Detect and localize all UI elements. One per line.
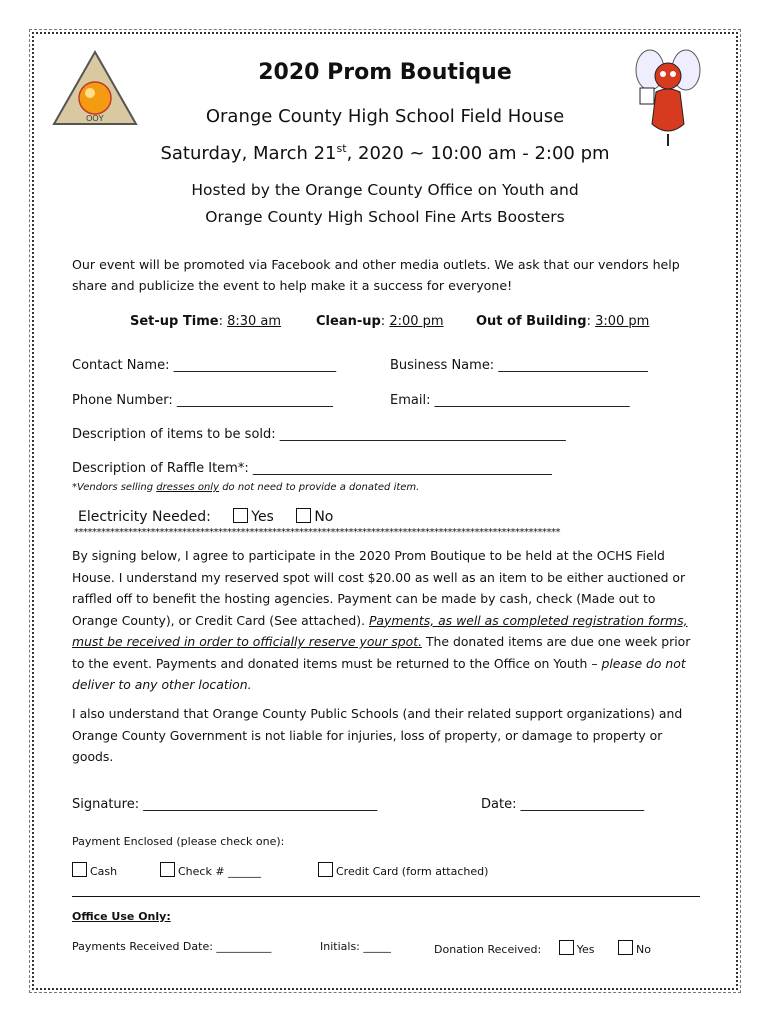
donation-no-checkbox[interactable]	[618, 940, 633, 955]
check-label: Check # ______	[178, 865, 262, 878]
electricity-no-checkbox[interactable]	[296, 508, 311, 523]
host-line-2: Orange County High School Fine Arts Boosters	[205, 208, 565, 226]
items-description-field[interactable]: Description of items to be sold: ____________________________________________	[72, 427, 566, 442]
signature-field[interactable]: Signature: ____________________________________	[72, 797, 378, 812]
star-divider: ************************************************************************************************************	[74, 527, 560, 538]
out-of-building-time: Out of Building: 3:00 pm	[476, 314, 650, 329]
setup-value: 8:30 am	[227, 314, 282, 329]
out-label: Out of Building	[476, 314, 587, 329]
date-prefix: Saturday, March 21	[160, 143, 337, 164]
date-field[interactable]: Date: ___________________	[481, 797, 645, 812]
agreement-text-d: please do not deliver to any other location.	[72, 655, 686, 692]
agreement-paragraph	[72, 545, 702, 696]
host-lines	[0, 177, 770, 231]
page-title: 2020 Prom Boutique	[258, 60, 512, 85]
donation-yes-checkbox[interactable]	[559, 940, 574, 955]
date-suffix: , 2020 ~ 10:00 am - 2:00 pm	[346, 143, 610, 164]
cash-label: Cash	[90, 865, 118, 878]
logo-text: OOY	[86, 114, 104, 123]
cleanup-label: Clean-up	[316, 314, 381, 329]
electricity-yes-checkbox[interactable]	[233, 508, 248, 523]
agreement-text-a: By signing below, I agree to participate in the 2020 Prom Boutique to be held at the OCHS Field House. I understand my reserved spot will cost $20.00 as well as an item to be either auctioned or raffled off to benefit the hosting agencies. Payment can be made by cash, check (Made out to Orange County), or Credit Card (See attached).	[72, 548, 686, 628]
donation-yes-label: Yes	[576, 943, 595, 956]
contact-name-field[interactable]: Contact Name: _________________________	[72, 358, 337, 373]
setup-time: Set-up Time: 8:30 am	[130, 314, 282, 329]
donation-received	[434, 940, 651, 956]
out-value: 3:00 pm	[595, 314, 650, 329]
initials-field[interactable]: Initials: _____	[320, 940, 391, 953]
agreement-text-c: The donated items are due one week prior to the event. Payments and donated items must be returned to the Office on Youth –	[72, 634, 691, 671]
cash-checkbox[interactable]	[72, 862, 87, 877]
raffle-note-c: do not need to provide a donated item.	[219, 482, 420, 493]
venue-line: Orange County High School Field House	[205, 106, 565, 127]
setup-label: Set-up Time	[130, 314, 219, 329]
host-line-1: Hosted by the Orange County Office on Youth and	[191, 181, 579, 199]
payment-check	[160, 862, 261, 878]
phone-field[interactable]: Phone Number: ________________________	[72, 393, 333, 408]
electricity-needed	[78, 508, 333, 525]
raffle-note	[72, 482, 419, 493]
date-line	[0, 142, 770, 164]
office-use-heading: Office Use Only:	[72, 910, 171, 923]
donation-label: Donation Received:	[434, 943, 542, 956]
credit-checkbox[interactable]	[318, 862, 333, 877]
electricity-yes-label: Yes	[251, 509, 274, 525]
payments-received-date-field[interactable]: Payments Received Date: __________	[72, 940, 272, 953]
cleanup-time: Clean-up: 2:00 pm	[316, 314, 444, 329]
payment-credit	[318, 862, 488, 878]
raffle-note-b: dresses only	[156, 482, 220, 493]
payment-label: Payment Enclosed (please check one):	[72, 835, 285, 848]
email-field[interactable]: Email: ______________________________	[390, 393, 630, 408]
credit-label: Credit Card (form attached)	[336, 865, 489, 878]
business-name-field[interactable]: Business Name: _______________________	[390, 358, 648, 373]
cleanup-value: 2:00 pm	[389, 314, 444, 329]
check-checkbox[interactable]	[160, 862, 175, 877]
office-divider-line	[72, 896, 700, 897]
liability-paragraph: I also understand that Orange County Public Schools (and their related support organizations) and Orange County Government is not liable for injuries, loss of property, or damage to property or goods.	[72, 706, 683, 764]
electricity-label: Electricity Needed:	[78, 509, 211, 525]
intro-paragraph: Our event will be promoted via Facebook and other media outlets. We ask that our vendors help share and publicize the event to help make it a success for everyone!	[72, 257, 680, 293]
date-sup: st	[336, 142, 347, 155]
agreement-emphasis: Payments, as well as completed registration forms, must be received in order to officially reserve your spot.	[72, 612, 688, 649]
payment-cash	[72, 862, 117, 878]
electricity-no-label: No	[314, 509, 334, 525]
raffle-item-field[interactable]: Description of Raffle Item*: ______________________________________________	[72, 461, 552, 476]
raffle-note-a: *Vendors selling	[72, 482, 157, 493]
donation-no-label: No	[636, 943, 651, 956]
